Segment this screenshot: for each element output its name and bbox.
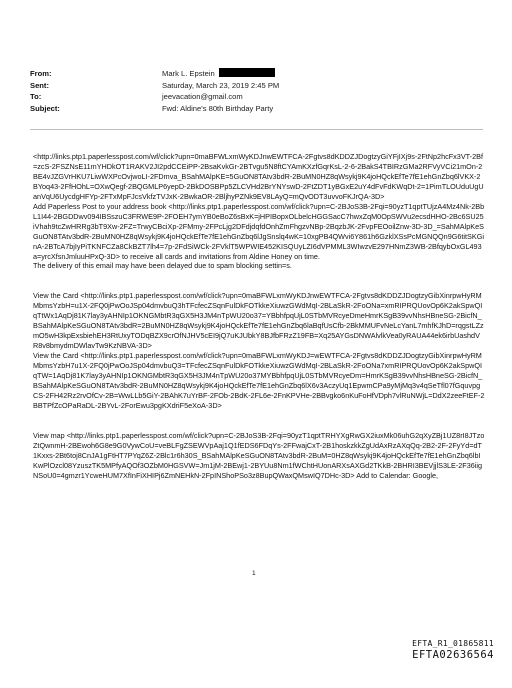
body-paragraph-view-map: View map <http://links.ptp1.paperlesspost.com/wf/click?upn=C-2BJoS3B-2Fqi=90yzT1qptTRHYXgRwGX2iuxMk06uhG2qXyZBj1UZ8rI8JTzoZtQwnmH-2BEwoh6G8e9G0VywCoU=veBLFgZSEWVpAaj1Q1fEDS6FDqYs-2FFwajCxT-2B1hoskzkkZgUdAxRzAXqQq-2B2-2F-2FyYd=dT1Kxxs-2Bt6toj8CnJA1gFtHT7PYqZ6Z-2Blc1r6h30S_BSahMAlpKeSGuON8TAtv3bdR-2BuM=0HZ8qWsykj9K4joHQckEfTe7fE1ehGnZbq6lbIKwPlOzcl08YzuszTK5MPfyAQOf3OZbM0HGSVW=Jm1jM-2BEwj1-2BYUu8Nm1fWChtHUonARXsAXGd2TKkB-2BHRI3BEVjjlS3LE-2F36iigNSoU0=4gmzr1YcweHUM7XfInFiXHIPj6ZmNEHkN-2FpINShoPSo3z8BupQWaxQMswIQ7DHc-3D> Add to Calendar: Google, [33,430,485,480]
subject-row [30,103,480,115]
from-row [30,68,480,80]
redaction-bar [219,68,275,77]
email-header [30,68,480,114]
header-divider [30,129,483,130]
sent-row [30,80,480,92]
email-body [33,152,485,481]
to-value: jeevacation@gmail.com [162,92,243,102]
sent-value: Saturday, March 23, 2019 2:45 PM [162,80,280,90]
body-paragraph-links: <http://links.ptp1.paperlesspost.com/wf/click?upn=0maBFWLxmWyKDJnwEWTFCA-2Fgtvs8dKDDZJDogtzyGiYFjIXj9s-2FtNp2hcFx3VT-2Bf=zcS-2FSZNsE11mYHDkOT1RAKV2JI2pdCCEiPP-2BsaKvkGr-2BTvgu5N8ftCYAmKXzfGqrKsL-2-6-2BakS4TBIRzGMa2RFVyVCi21mOn-2BE4vJZGVrHKU7LiwWXPcOvjwoLI-2FDmva_BSahMAlpKE=5GuON8TAtv3bdR-2BuMN0HZ8qWsykj9K4joHQckEfTe7fE1ehGnZbq6lVKX-2BYoq43-2FfHOhL=OXwQegf-2BQGMLP6yepD-2BkDOSBPp5ZLCVHd2BrYNYswD-2FtZDT1yBGxE2uY4dFvFdKWqDt-2=1PimTLOUduUgUanVqU6UycdgHFYp-2FTxMpFJcsVkfzTVJxK-2BwkaOR-2BljhyPZNk9EV8LAyQ=mQvODT3uvvoFKJrQA-3D> Add Paperless Post to your address book <http://links.ptp1.paperlesspost.com/wf/click?upn=C-2BJoS3B-2Fqi=90yzT1qptTUjzA4Mz4Nk-2BbL1I44-2BGDDwv094IBSszuC3FRWE9P-2FOEH7ymYB0eBoZ6sBxK=jHPIBopxOLbelcHGGSacC7hwxZqM0OpSWVu2ecsdHHO-2Bc6SU25iVhah9tcZwHRRg3bT9Xw-2FZ=TrwyCBciXp-2FMmy-2FPcLjg2DFdjdqfdOnhZmFhgzvNBp-2BqzbJK-2FvpFEOoilZnw-3D-3D_=SahMAlpKeSGuON8TAtv3bdR-2BuMN0HZ8qWsykj9K4joHQckEfTe7fE1ehGnZbq6lJgSnslq4wK=10xgPB4QWvi6Y861h6GzklXSsPcMGNQQn9G6titSKGinA-2BTcA7bjIyPiTKNFCZa8CkBZT7lh4=7p-2FdSiWCk-2FVklT5WPWIE452KISQUyLZI6dVPMML3WIwzvE297HNmZ3WB-2BfqybOxGL493a=yrcXfsnJmluuHPxQ-3D> to receive all cards and invitations from Aldine Honey on time. The delivery of this email may have been delayed due to spam blocking settin=s. [33,152,485,271]
subject-label: Subject: [30,103,60,113]
sent-label: Sent: [30,80,49,90]
bates-footer [412,638,494,662]
from-label: From: [30,69,52,78]
subject-value: Fwd: Aldine's 80th Birthday Party [162,103,274,113]
bates-number-primary: EFTA_R1_01865811 [412,639,494,648]
body-paragraph-view-card: View the Card <http://links.ptp1.paperlesspost.com/wf/click?upn=0maBFWLxmWyKDJnwEWTFCA-2Fgtvs8dKDDZJDogtzyGibXinrpwHyRMMbmsYzbH=u1X-2FQ0jPwOoJSp04dmvbuQ3hTFcfecZSqnFulDkFOTkkeXiuwzGWdMqI-2BLaSkR-2FoONa=xmRIPRQUovOp6K2akSpwQIqTtWx1AqDj81K7lay3yAHNIp1OKNGMbtR3qGX5H3JM4nTpWU20o37=YBbhfpqUjL0STbMVRcyeDmeHmrKSgB39vvNhsHBneSG-2BicfN_BSahMAlpKeSGuON8TAtv3bdR=2BuMN0HZ8qWsykj9K4joHQckEfTe7fE1ehGnZbq6laBqfUsCfb-2BkMMUFvNeLcYanL7mhfKJhD=rqgstLZzmO5wH3kpExsbiehEH3RtUxyTODqBZX9crOfNJHV5cEI9jQ7uKJUbkY8BJfbFRzZ19FB=Xq25AYGsDNWAlvlkVea0yRAUA44ek6irbUashdVR8v8bmydmDWlavTw9KzNBVA-3D> View the Card <http://links.ptp1.paperlesspost.com/wf/click?upn=0maBFWLxmWyKDJ=wEWTFCA-2Fgtvs8dKDDZJDogtzyGibXinrpwHyRMMbmsYzbH7u1X-2FQ0jPwOoJSp04dmvbuQ3=TFcfecZSqnFulDkFOTkkeXiuwzGWdMqI-2BLaSkR-2FoONa7xmRIPRQUovOp6K2akSpwQIqTW=1AqDj81K7lay3yAHNIp1OKNGMbtR3qGX5H3JM4nTpWU20o37MYBbhfpqUjL0STbMVRcyeDm=HmrKSgB39vvNhsHBneSG-2BicfN_BSahMAlpKeSGuON8TAtv3bdR-2BuMN0HZ8qWsykj9K4joHQckEfTe7fE1ehGnZbq6lX6v3AczyUq1EpwmCPa9yMjMq3v4qSeTfl07fGquvpgCS-2FH42Rz2rvOfCv-2B=WwLLb5GiY-2BAhK7uYrBF-2FOb-2BdK-2FL6e-2FnKPVHe-2BBvgko6nKuFoHfVDph7vlRuNWjL=DdX2zeeFtEF-2BBTPfZcOPaRaDL-2BYvL-2ForEwu3pgKXdriF5eXoA-3D> [33,291,485,410]
from-value: Mark L. Epstein [162,69,215,78]
to-label: To: [30,92,42,102]
page-number: 1 [252,570,256,577]
bates-number-secondary: EFTA02636564 [412,649,494,661]
to-row [30,91,480,103]
